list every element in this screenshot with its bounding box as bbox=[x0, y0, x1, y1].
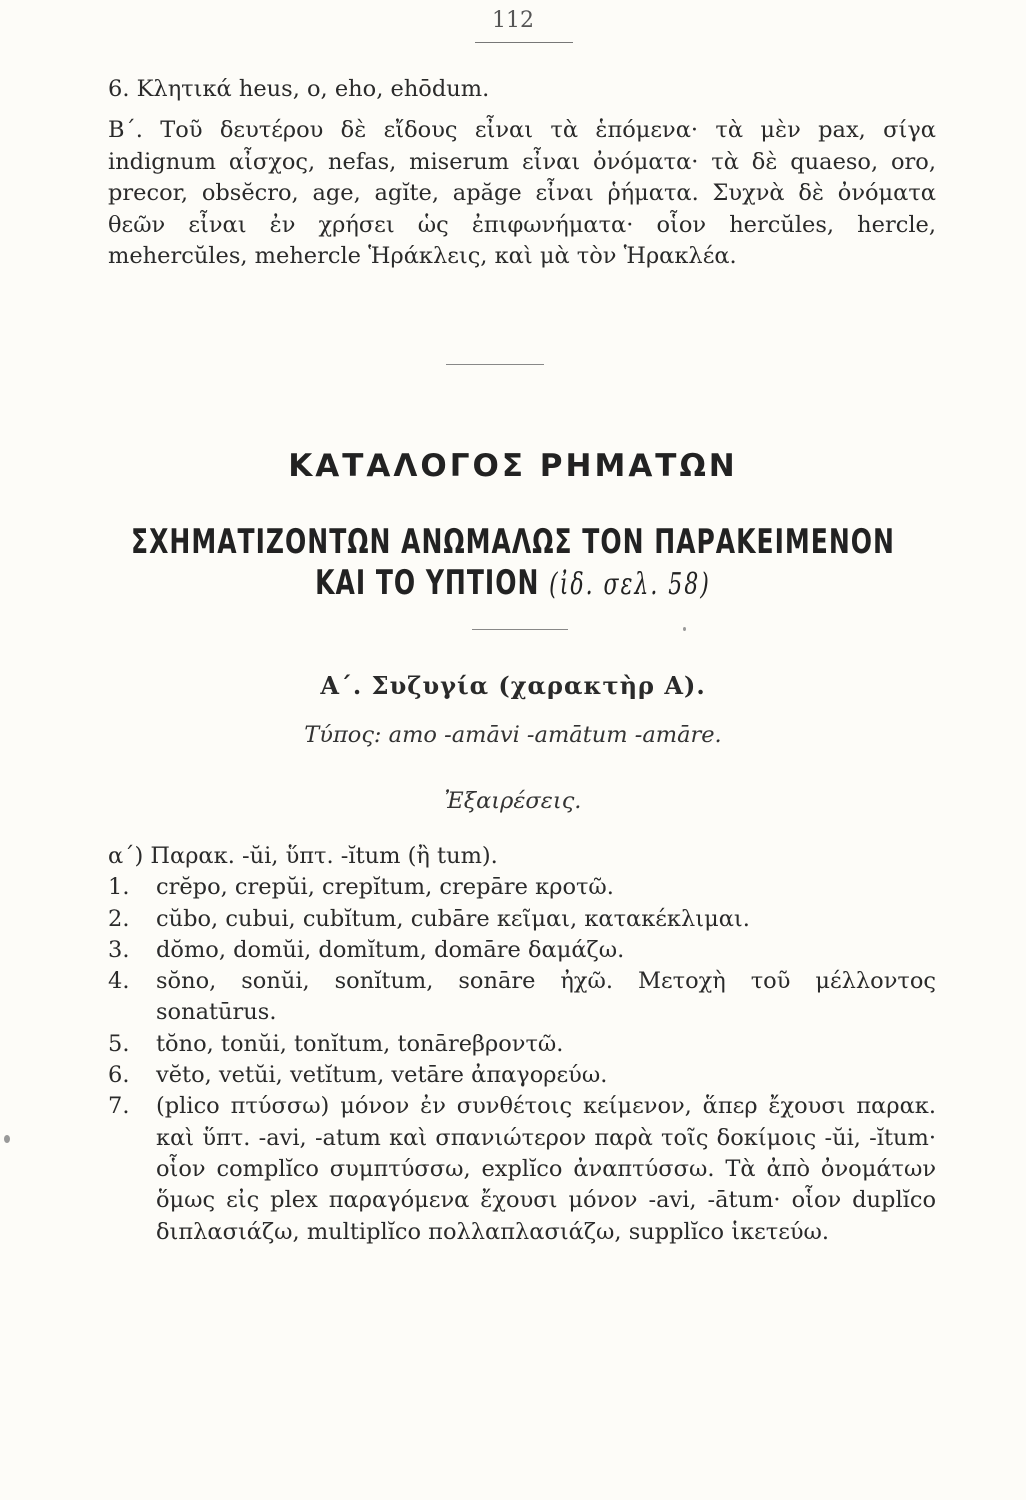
page-reference: (ἰδ. σελ. 58) bbox=[549, 568, 711, 603]
paper-speck bbox=[4, 1135, 10, 1143]
entry-number: α΄) bbox=[108, 843, 144, 869]
entry-text: dŏmo, domŭi, domĭtum, domāre δαμάζω. bbox=[156, 936, 625, 963]
page-number: 112 bbox=[492, 8, 534, 33]
entry-text: sŏno, sonŭi, sonĭtum, sonāre ἠχῶ. Μετοχὴ τοῦ μέλλοντος sonatūrus. bbox=[156, 968, 936, 1026]
header-rule bbox=[475, 42, 573, 43]
section-divider bbox=[446, 364, 544, 365]
entry-text: tŏno, tonŭi, tonĭtum, tonāreβροντῶ. bbox=[156, 1030, 564, 1057]
entry-number: 7. bbox=[108, 1093, 130, 1120]
heading-divider bbox=[472, 629, 568, 630]
entry-text: (plico πτύσσω) μόνον ἐν συνθέτοις κείμενον, ἅπερ ἔχουσι παρακ. καὶ ὕπτ. -avi, -atum καὶ σπανιώτερον παρὰ τοῖς δοκίμοις -ŭi, -ĭtum· οἷον complĭco συμπτύσσω, explĭco ἀναπτύσσω. Τὰ ἀπὸ ὀνομάτων ὅμως εἰς plex παραγόμενα ἔχουσι μόνον -avi, -ātum· οἷον duplĭco διπλασιάζω, multiplĭco πολλαπλασιάζω, supplĭco ἱκετεύω. bbox=[156, 1093, 936, 1245]
intro-paragraph-2: Β΄. Τοῦ δευτέρου δὲ εἴδους εἶναι τὰ ἑπόμενα· τὰ μὲν pax, σίγα indignum αἶσχος, nefas, miserum εἶναι ὀνόματα· τὰ δὲ quaeso, oro, precor, obsĕcro, age, agĭte, apăge εἶναι ῥήματα. Συχνὰ δὲ ὀνόματα θεῶν εἶναι ἐν χρήσει ὡς ἐπιφωνήματα· οἷον hercŭles, hercle, mehercŭles, mehercle Ἡράκλεις, καὶ μὰ τὸν Ἡρακλέα. bbox=[108, 117, 936, 269]
list-item bbox=[108, 935, 936, 966]
conjugation-heading: Α΄. Συζυγία (χαρακτὴρ Α). bbox=[320, 671, 706, 700]
catalog-subtitle-line2 bbox=[0, 563, 1026, 602]
intro-paragraph-1: 6. Κλητικά heus, o, eho, ehōdum. bbox=[108, 76, 490, 102]
entry-number: 2. bbox=[108, 905, 130, 932]
list-item bbox=[108, 966, 936, 1029]
list-item bbox=[108, 1060, 936, 1091]
exceptions-label: Ἐξαιρέσεις. bbox=[444, 788, 582, 814]
entry-number: 4. bbox=[108, 968, 130, 995]
entry-text: Παρακ. -ŭi, ὕπτ. -ĭtum (ἢ tum). bbox=[150, 843, 498, 869]
catalog-title: ΚΑΤΑΛΟΓΟΣ ΡΗΜΑΤΩΝ bbox=[288, 448, 738, 484]
entry-number: 5. bbox=[108, 1030, 130, 1057]
entry-number: 3. bbox=[108, 936, 130, 963]
list-item bbox=[108, 904, 936, 935]
verb-list bbox=[108, 841, 936, 1248]
list-item bbox=[108, 872, 936, 903]
paper-speck bbox=[683, 627, 686, 631]
subtitle-line2-text: ΚΑΙ ΤΟ ΥΠΤΙΟΝ bbox=[315, 562, 540, 603]
entry-number: 6. bbox=[108, 1062, 130, 1089]
entry-text: vĕto, vetŭi, vetĭtum, vetāre ἀπαγορεύω. bbox=[156, 1062, 608, 1089]
list-item bbox=[108, 1091, 936, 1247]
list-item bbox=[108, 1029, 936, 1060]
entry-text: crĕpo, crepŭi, crepĭtum, crepāre κροτῶ. bbox=[156, 874, 614, 901]
entry-text: cŭbo, cubui, cubĭtum, cubāre κεῖμαι, κατακέκλιμαι. bbox=[156, 905, 750, 932]
entry-number: 1. bbox=[108, 874, 130, 901]
conjugation-type: Τύπος: amo -amāvi -amātum -amāre. bbox=[304, 722, 722, 748]
catalog-subtitle-line1: ΣΧΗΜΑΤΙΖΟΝΤΩΝ ΑΝΩΜΑΛΩΣ ΤΟΝ ΠΑΡΑΚΕΙΜΕΝΟΝ bbox=[131, 521, 895, 562]
list-item bbox=[108, 841, 936, 872]
